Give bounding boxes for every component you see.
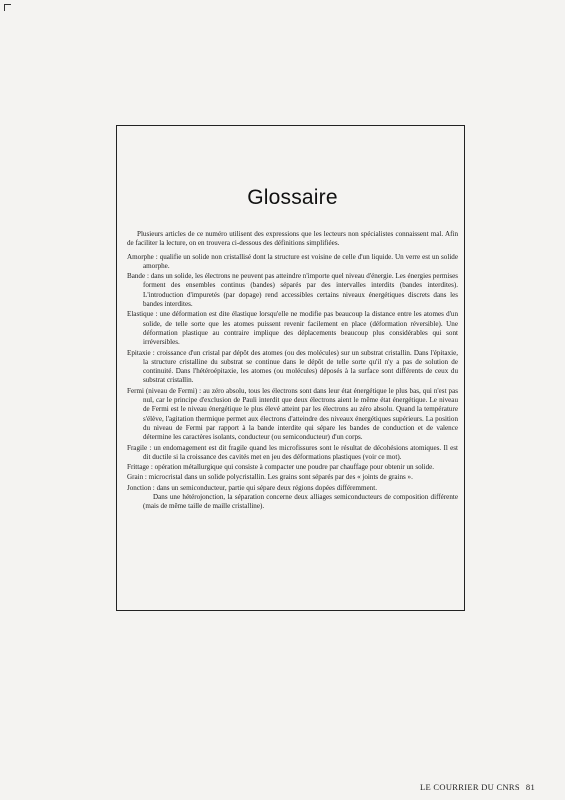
entry-term: Amorphe : <box>127 252 160 261</box>
page-number: 81 <box>525 782 536 792</box>
glossary-entry-epitaxie <box>127 349 458 386</box>
glossary-entry-grain <box>127 473 458 482</box>
entry-term: Grain : <box>127 473 149 482</box>
publication-name: LE COURRIER DU CNRS <box>420 782 520 792</box>
entry-definition: microcristal dans un solide polycristallin. Les grains sont séparés par des « joints de grains ». <box>148 473 413 482</box>
intro-paragraph: Plusieurs articles de ce numéro utilisent des expressions que les lecteurs non spécialistes connaissent mal. Afin de faciliter la lecture, on en trouvera ci-dessous des définitions simplifiées. <box>127 230 458 248</box>
entry-definition: un endomagement est dit fragile quand les microfissures sont le résultat de décohésions atomiques. Il est dit ductile si la croissance des cavités met en jeu des déformations plastiques (voir ce mot). <box>143 443 458 461</box>
entry-term: Elastique : <box>127 310 160 319</box>
entry-term: Epitaxie : <box>127 348 157 357</box>
entry-term: Jonction : <box>127 483 157 492</box>
entry-definition: opération métallurgique qui consiste à compacter une poudre par chauffage pour obtenir un solide. <box>154 463 435 472</box>
glossary-entry-bande <box>127 272 458 309</box>
entry-definition: croissance d'un cristal par dépôt des atomes (ou des molécules) sur un substrat cristallin. Dans l'épitaxie, la structure cristalline du substrat se continue dans le dépôt de telle sorte qu'il n'y a pas de solution de continuité. Dans l'hétéroépitaxie, les atomes (ou molécules) déposés à la surface sont différents de ceux du substrat cristallin. <box>143 348 458 385</box>
entry-definition: au zéro absolu, tous les électrons sont dans leur état énergétique le plus bas, qui n'est pas nul, car le principe d'exclusion de Pauli interdit que deux électrons aient le même état énergétique. Le niveau de Fermi est le niveau énergétique le plus élevé atteint par les électrons au zéro absolu. Quand la température s'élève, l'agitation thermique permet aux électrons d'atteindre des niveaux énergétiques supérieurs. La position du niveau de Fermi par rapport à la bande interdite qui sépare les bandes de conduction et de valence détermine les caractères isolants, conducteur (ou semiconducteur) d'un corps. <box>143 386 458 442</box>
entry-term: Bande : <box>127 272 151 281</box>
crop-mark <box>4 4 11 11</box>
entry-definition: une déformation est dite élastique lorsqu'elle ne modifie pas beaucoup la distance entre les atomes d'un solide, de telle sorte que les atomes puissent revenir facilement en place (déformation réversible). Une déformation plastique au contraire implique des déplacements beaucoup plus considérables qui sont irréversibles. <box>143 310 458 347</box>
page-title: Glossaire <box>247 186 338 209</box>
entry-definition: dans un semiconducteur, partie qui sépare deux régions dopées différemment. <box>156 483 377 492</box>
entry-term: Frittage : <box>127 463 155 472</box>
glossary-list <box>127 253 458 512</box>
entry-definition: dans un solide, les électrons ne peuvent pas atteindre n'importe quel niveau d'énergie. Les énergies permises forment des ensembles continus (bandes) séparés par des intervalles interdits (bandes interdites). L'introduction d'impuretés (par dopage) rend accessibles certains niveaux énergétiques discrets dans les bandes interdites. <box>143 272 459 309</box>
glossary-entry-frittage <box>127 463 458 472</box>
glossary-entry-elastique <box>127 310 458 347</box>
page-footer <box>420 782 535 792</box>
entry-continuation: Dans une hétérojonction, la séparation concerne deux alliages semiconducteurs de composition différente (mais de même taille de maille cristalline). <box>143 493 458 511</box>
entry-term: Fragile : <box>127 443 154 452</box>
glossary-entry-jonction <box>127 484 458 512</box>
glossary-box <box>116 125 465 611</box>
glossary-entry-amorphe <box>127 253 458 272</box>
entry-term: Fermi (niveau de Fermi) : <box>127 386 204 395</box>
glossary-entry-fragile <box>127 444 458 463</box>
glossary-entry-fermi <box>127 387 458 443</box>
entry-definition: qualifie un solide non cristallisé dont la structure est voisine de celle d'un liquide. Un verre est un solide amorphe. <box>143 252 458 270</box>
